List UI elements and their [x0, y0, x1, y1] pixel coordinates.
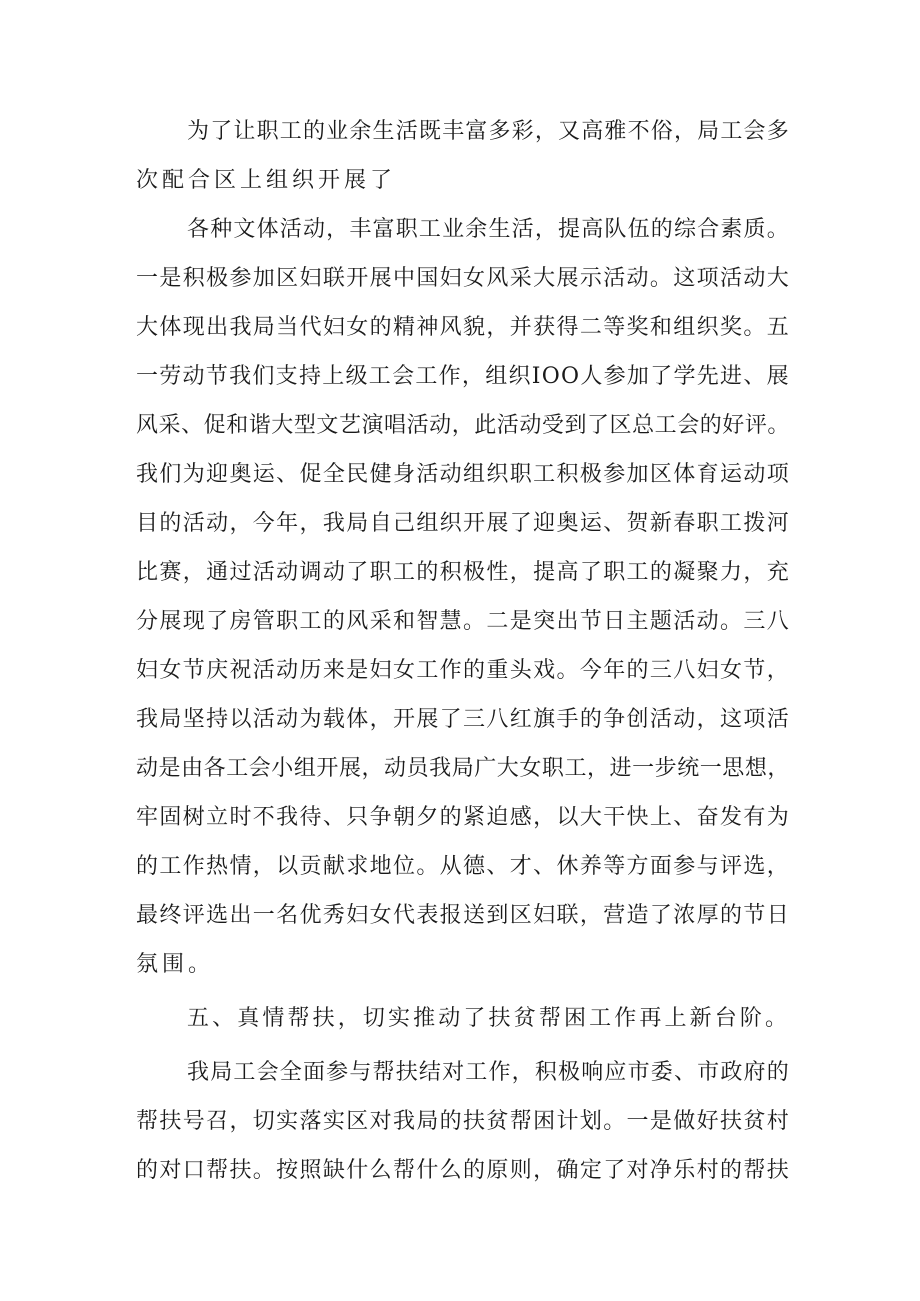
- text-line: 比赛，通过活动调动了职工的积极性，提高了职工的凝聚力，充: [136, 560, 791, 585]
- text-line: 动是由各工会小组开展，动员我局广大女职工，进一步统一思想，: [136, 756, 790, 781]
- text-line: 的工作热情，以贡献求地位。从德、才、休养等方面参与评选，: [136, 854, 791, 879]
- text-line: 氛围。: [136, 952, 215, 977]
- text-line: 分展现了房管职工的风采和智慧。二是突出节日主题活动。三八: [136, 609, 791, 634]
- text-line: 各种文体活动，丰富职工业余生活，提高队伍的综合素质。: [187, 217, 790, 242]
- text-line: 风采、促和谐大型文艺演唱活动，此活动受到了区总工会的好评。: [136, 413, 790, 438]
- text-line: 一劳动节我们支持上级工会工作，组织IOO人参加了学先进、展: [136, 364, 790, 389]
- text-line: 帮扶号召，切实落实区对我局的扶贫帮困计划。一是做好扶贫村: [136, 1109, 791, 1134]
- text-line: 为了让职工的业余生活既丰富多彩，又高雅不俗，局工会多: [187, 119, 790, 144]
- text-line: 大体现出我局当代妇女的精神风貌，并获得二等奖和组织奖。五: [136, 315, 791, 340]
- text-line: 我们为迎奥运、促全民健身活动组织职工积极参加区体育运动项: [136, 462, 791, 487]
- text-line: 我局坚持以活动为载体，开展了三八红旗手的争创活动，这项活: [136, 707, 791, 732]
- text-line: 我局工会全面参与帮扶结对工作，积极响应市委、市政府的: [187, 1060, 790, 1085]
- text-line: 最终评选出一名优秀妇女代表报送到区妇联，营造了浓厚的节日: [136, 903, 791, 928]
- text-line: 次配合区上组织开展了: [136, 168, 397, 193]
- text-line: 妇女节庆祝活动历来是妇女工作的重头戏。今年的三八妇女节，: [136, 658, 791, 683]
- text-line: 的对口帮扶。按照缺什么帮什么的原则，确定了对净乐村的帮扶: [136, 1158, 791, 1183]
- text-line: 牢固树立时不我待、只争朝夕的紧迫感，以大干快上、奋发有为: [136, 805, 791, 830]
- text-line: 一是积极参加区妇联开展中国妇女风采大展示活动。这项活动大: [136, 266, 791, 291]
- text-line: 目的活动，今年，我局自己组织开展了迎奥运、贺新春职工拨河: [136, 511, 791, 536]
- section-heading: 五、真情帮扶，切实推动了扶贫帮困工作再上新台阶。: [187, 1006, 791, 1031]
